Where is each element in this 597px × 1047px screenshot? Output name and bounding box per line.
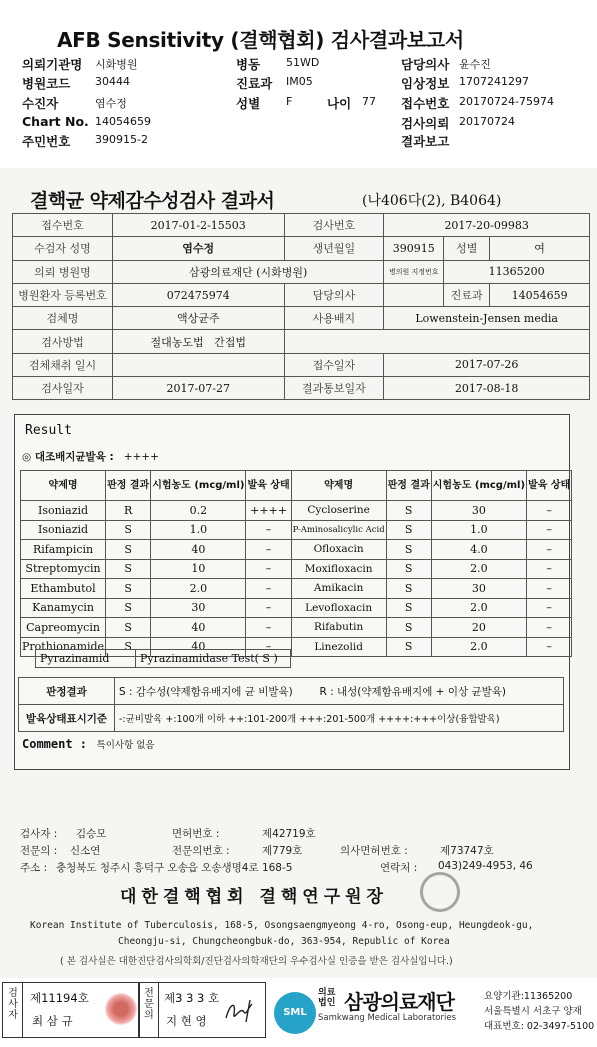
pyrazinamid-row xyxy=(35,649,291,668)
license-label: 면허번호 : xyxy=(172,828,220,840)
drug-judge: S xyxy=(386,579,431,599)
header-label-l4: 접수번호 xyxy=(401,96,450,111)
drug-name: P-Aminosalicylic Acid xyxy=(291,520,386,540)
drug-name: Rifabutin xyxy=(291,618,386,638)
drug-conc: 30 xyxy=(431,579,526,599)
specialist-label: 전문의 : xyxy=(20,845,58,857)
drug-growth: – xyxy=(246,540,291,560)
drug-conc: 10 xyxy=(151,559,246,579)
drug-row xyxy=(21,559,572,579)
drug-conc: 2.0 xyxy=(431,598,526,618)
drug-judge: S xyxy=(106,559,151,579)
drug-name: Linezolid xyxy=(291,637,386,657)
growth-header: 발육 상태 xyxy=(527,471,572,501)
header-value-v1: 390915-2 xyxy=(95,133,148,146)
tested: 2017-07-27 xyxy=(112,377,284,400)
dept-label: 진료과 xyxy=(444,283,490,306)
drug-judge: R xyxy=(106,501,151,521)
drug-table xyxy=(20,470,572,657)
drug-judge: S xyxy=(106,579,151,599)
patient-label: 수검자 성명 xyxy=(13,237,113,260)
drug-row xyxy=(21,598,572,618)
header-value-v4: 20170724 xyxy=(459,115,515,128)
drug-judge: S xyxy=(386,520,431,540)
spec-no: 제779호 xyxy=(262,845,303,857)
header-label-l4: 임상정보 xyxy=(401,76,450,91)
header-label-l1: 의뢰기관명 xyxy=(22,57,83,72)
hospital: 삼광의료재단 (시화병원) xyxy=(112,260,383,283)
drug-conc: 40 xyxy=(151,618,246,638)
tester-vertical-label: 검사자 xyxy=(8,988,18,1021)
header-label-l1: 주민번호 xyxy=(22,134,71,149)
comment-value: 특이사항 없음 xyxy=(96,740,155,751)
tester-label: 검사자 : xyxy=(20,828,58,840)
org-english: Samkwang Medical Laboratories xyxy=(318,1013,457,1023)
drug-name: Ethambutol xyxy=(21,579,106,599)
drug-conc: 0.2 xyxy=(151,501,246,521)
header-value-v1: 시화병원 xyxy=(95,58,138,71)
header-label-l2: 병동 xyxy=(236,57,261,72)
tester-no: 제11194호 xyxy=(30,991,89,1005)
drug-conc: 2.0 xyxy=(431,637,526,657)
drug-name: Levofloxacin xyxy=(291,598,386,618)
patient-name: 염수정 xyxy=(112,237,284,260)
drug-row xyxy=(21,540,572,560)
drug-name: Ofloxacin xyxy=(291,540,386,560)
pyrazinamid-name: Pyrazinamid xyxy=(36,650,136,668)
header-label-l4: 담당의사 xyxy=(401,57,450,72)
drug-judge: S xyxy=(386,637,431,657)
judge-legend-r: R : 내성(약제함유배지에 + 이상 균발육) xyxy=(319,685,506,698)
doctor xyxy=(384,283,444,306)
drug-header: 약제명 xyxy=(21,471,106,501)
specimen-label: 검체명 xyxy=(13,307,113,330)
drug-conc: 2.0 xyxy=(431,559,526,579)
drug-growth: – xyxy=(527,540,572,560)
specialist-no: 제3 3 3 호 xyxy=(164,991,220,1005)
header-value-v2: 51WD xyxy=(286,56,320,69)
reported: 2017-08-18 xyxy=(384,377,590,400)
growth-legend-label: 발육상태표시기준 xyxy=(19,705,115,732)
dob-label: 생년월일 xyxy=(284,237,384,260)
drug-growth: – xyxy=(246,579,291,599)
drug-conc: 1.0 xyxy=(431,520,526,540)
header-value-v2: F xyxy=(286,95,293,108)
header-label-l3: 나이 xyxy=(327,96,352,111)
header-label-l2: 성별 xyxy=(236,96,261,111)
pyrazinamid-result: Pyrazinamidase Test( S ) xyxy=(136,650,291,668)
specimen: 액상균주 xyxy=(112,307,284,330)
tester-name: 최 삼 규 xyxy=(32,1014,73,1028)
phone: 043)249-4953, 46 xyxy=(438,860,533,872)
drug-growth: – xyxy=(527,637,572,657)
divider xyxy=(22,982,23,1038)
drug-name: Kanamycin xyxy=(21,598,106,618)
reg-no-label: 병원환자 등록번호 xyxy=(13,283,113,306)
drug-name: Moxifloxacin xyxy=(291,559,386,579)
header-label-l1: 수진자 xyxy=(22,96,59,111)
drug-name: Streptomycin xyxy=(21,559,106,579)
drug-row xyxy=(21,579,572,599)
main-phone: 대표번호: 02-3497-5100 xyxy=(484,1021,595,1032)
drug-judge: S xyxy=(106,637,151,657)
header-label-l1: 병원코드 xyxy=(22,76,71,91)
drug-conc: 1.0 xyxy=(151,520,246,540)
footer-address: 서울특별시 서초구 양재 xyxy=(484,1006,582,1017)
header-value-v1: 염수정 xyxy=(95,97,127,110)
certification-note: ( 본 검사실은 대한진단검사의학회/진단검사의학재단의 우수검사실 인증을 받은 검사실입니다.) xyxy=(60,956,453,967)
drug-conc: 4.0 xyxy=(431,540,526,560)
medium: Lowenstein-Jensen media xyxy=(384,307,590,330)
header-label-l2: 진료과 xyxy=(236,76,273,91)
drug-conc: 40 xyxy=(151,540,246,560)
hospital-label: 의뢰 병원명 xyxy=(13,260,113,283)
control-growth-label: ◎ 대조배지균발육 : xyxy=(22,451,114,463)
drug-growth: – xyxy=(246,520,291,540)
drug-conc: 2.0 xyxy=(151,579,246,599)
conc-header: 시험농도 (mcg/ml) xyxy=(151,471,246,501)
drug-name: Cycloserine xyxy=(291,501,386,521)
header-label-l1: Chart No. xyxy=(22,114,89,129)
drug-judge: S xyxy=(386,598,431,618)
header-value-v4: 1707241297 xyxy=(459,75,529,88)
header-value-v4: 20170724-75974 xyxy=(459,95,554,108)
receipt-no-label: 접수번호 xyxy=(13,214,113,237)
drug-growth: – xyxy=(246,559,291,579)
dept: 14054659 xyxy=(490,283,590,306)
sex: 여 xyxy=(490,237,590,260)
phone-label: 연락처 : xyxy=(380,862,418,874)
drug-judge: S xyxy=(386,501,431,521)
judge-legend xyxy=(115,678,564,705)
method-label: 검사방법 xyxy=(13,330,113,353)
drug-judge: S xyxy=(106,520,151,540)
corp-label: 의료법인 xyxy=(318,988,336,1008)
drug-conc: 30 xyxy=(431,501,526,521)
drug-growth: – xyxy=(527,618,572,638)
drug-name: Prothionamide xyxy=(21,637,106,657)
control-growth-value: ++++ xyxy=(123,451,159,463)
drug-judge: S xyxy=(386,618,431,638)
judge-legend-s: S : 감수성(약제함유배지에 균 비발육) xyxy=(119,685,293,698)
official-seal-icon xyxy=(420,872,460,912)
signature-icon xyxy=(222,996,260,1026)
drug-name: Rifampicin xyxy=(21,540,106,560)
drug-growth: – xyxy=(527,598,572,618)
control-growth xyxy=(22,449,159,464)
judge-legend-label: 판정결과 xyxy=(19,678,115,705)
org-name: 삼광의료재단 xyxy=(344,990,454,1014)
collect-label: 검체채취 일시 xyxy=(13,353,113,376)
drug-conc: 20 xyxy=(431,618,526,638)
drug-row xyxy=(21,520,572,540)
drug-name: Amikacin xyxy=(291,579,386,599)
institution-code: 요양기관:11365200 xyxy=(484,991,573,1002)
spec-no-label: 전문의번호 : xyxy=(172,845,230,857)
english-address-1: Korean Institute of Tuberculosis, 168-5, Osongsaengmyeong 4-ro, Osong-eup, Heungdeok-gu, xyxy=(30,920,534,931)
sml-logo-icon: SML xyxy=(274,992,316,1034)
growth-header: 발육 상태 xyxy=(246,471,291,501)
institution-name: 대한결핵협회 결핵연구원장 xyxy=(120,887,388,907)
drug-judge: S xyxy=(386,540,431,560)
address-label: 주소 : xyxy=(20,862,48,874)
tester-name: 김승모 xyxy=(76,828,107,840)
comment-label: Comment : xyxy=(22,737,88,751)
tested-label: 검사일자 xyxy=(13,377,113,400)
license-no: 제42719호 xyxy=(262,828,316,840)
page-title: AFB Sensitivity (결핵협회) 검사결과보고서 xyxy=(57,28,464,52)
judge-header: 판정 결과 xyxy=(386,471,431,501)
drug-name: Isoniazid xyxy=(21,520,106,540)
drug-judge: S xyxy=(106,540,151,560)
specialist-name: 지 현 영 xyxy=(166,1014,207,1028)
specialist-vertical-label: 전문의 xyxy=(144,988,154,1021)
drug-row xyxy=(21,618,572,638)
growth-legend: -:균비발육 +:100개 이하 ++:101-200개 +++:201-500개 ++++:+++이상(융합발육) xyxy=(115,705,564,732)
drug-growth: – xyxy=(527,520,572,540)
medium-label: 사용배지 xyxy=(284,307,384,330)
test-no-label: 검사번호 xyxy=(284,214,384,237)
received: 2017-07-26 xyxy=(384,353,590,376)
method xyxy=(112,330,284,353)
drug-growth: – xyxy=(527,579,572,599)
report-subtitle: (나406다(2), B4064) xyxy=(362,193,502,209)
received-label: 접수일자 xyxy=(284,353,384,376)
drug-growth: – xyxy=(246,618,291,638)
receipt-no: 2017-01-2-15503 xyxy=(112,214,284,237)
drug-growth: – xyxy=(527,501,572,521)
collect xyxy=(112,353,284,376)
reported-label: 결과통보일자 xyxy=(284,377,384,400)
comment xyxy=(22,737,155,751)
drug-conc: 30 xyxy=(151,598,246,618)
doctor-label: 담당의사 xyxy=(284,283,384,306)
divider xyxy=(158,982,159,1038)
doctor-lic-label: 의사면허번호 : xyxy=(340,845,408,857)
doctor-lic: 제73747호 xyxy=(440,845,494,857)
drug-conc: 40 xyxy=(151,637,246,657)
drug-row xyxy=(21,501,572,521)
drug-header: 약제명 xyxy=(291,471,386,501)
drug-name: Isoniazid xyxy=(21,501,106,521)
method-1: 절대농도법 xyxy=(150,335,204,349)
red-seal-icon xyxy=(105,993,137,1025)
drug-growth: – xyxy=(527,559,572,579)
header-value-v4: 윤수진 xyxy=(459,58,491,71)
legend-table xyxy=(18,677,564,732)
header-value-v3: 77 xyxy=(362,95,376,108)
header-value-v2: IM05 xyxy=(286,75,313,88)
drug-name: Capreomycin xyxy=(21,618,106,638)
judge-header: 판정 결과 xyxy=(106,471,151,501)
test-no: 2017-20-09983 xyxy=(384,214,590,237)
patient-info-table xyxy=(12,213,590,400)
address: 충청북도 청주시 흥덕구 오송읍 오송생명4로 168-5 xyxy=(56,862,293,874)
header-value-v1: 30444 xyxy=(95,75,130,88)
drug-judge: S xyxy=(386,559,431,579)
header-label-l4: 결과보고 xyxy=(401,134,450,149)
conc-header: 시험농도 (mcg/ml) xyxy=(431,471,526,501)
hosp-code-label: 병의원 지정번호 xyxy=(384,260,444,283)
header-value-v1: 14054659 xyxy=(95,115,151,128)
english-address-2: Cheongju-si, Chungcheongbuk-do, 363-954, Republic of Korea xyxy=(118,936,450,947)
drug-growth: – xyxy=(246,637,291,657)
sex-label: 성별 xyxy=(444,237,490,260)
dob: 390915 xyxy=(384,237,444,260)
header-label-l4: 검사의뢰 xyxy=(401,116,450,131)
drug-growth: ++++ xyxy=(246,501,291,521)
drug-growth: – xyxy=(246,598,291,618)
specialist-name: 신소연 xyxy=(70,845,101,857)
report-title: 결핵균 약제감수성검사 결과서 xyxy=(30,190,275,212)
hosp-code: 11365200 xyxy=(444,260,590,283)
drug-judge: S xyxy=(106,598,151,618)
method-2: 간접법 xyxy=(214,335,246,349)
result-title: Result xyxy=(25,423,72,438)
drug-judge: S xyxy=(106,618,151,638)
reg-no: 072475974 xyxy=(112,283,284,306)
